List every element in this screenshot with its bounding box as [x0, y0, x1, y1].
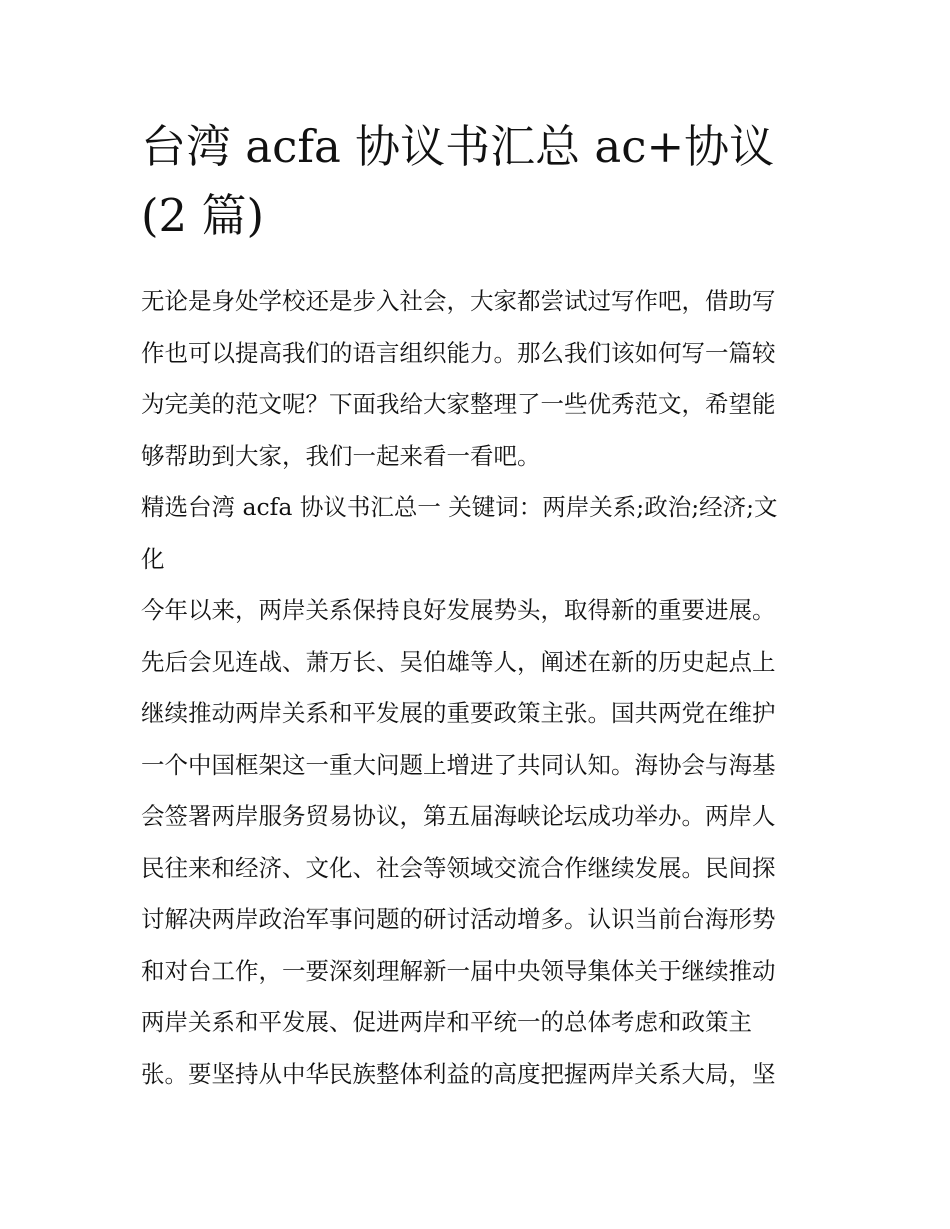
body-line-9: 两岸关系和平发展、促进两岸和平统一的总体考虑和政策主 — [141, 1008, 752, 1036]
body-line-3: 继续推动两岸关系和平发展的重要政策主张。国共两党在维护 — [141, 699, 776, 727]
intro-paragraph — [141, 276, 813, 482]
title-line-2: (2 篇) — [141, 189, 265, 242]
body-line-8: 和对台工作，一要深刻理解新一届中央领导集体关于继续推动 — [141, 956, 776, 985]
body-line-5: 会签署两岸服务贸易协议，第五届海峡论坛成功举办。两岸人 — [141, 802, 776, 830]
body-line-1: 今年以来，两岸关系保持良好发展势头，取得新的重要进展。 — [141, 596, 776, 624]
document-title — [141, 112, 813, 250]
body-line-10: 张。要坚持从中华民族整体利益的高度把握两岸关系大局，坚 — [141, 1059, 776, 1088]
document-content — [141, 112, 813, 1100]
section-heading-line-2: 化 — [141, 544, 165, 573]
intro-line-3: 为完美的范文呢？下面我给大家整理了一些优秀范文，希望能 — [141, 390, 776, 418]
intro-line-1: 无论是身处学校还是步入社会，大家都尝试过写作吧，借助写 — [141, 287, 776, 315]
section-heading-line-1: 精选台湾 acfa 协议书汇总一 关键词：两岸关系;政治;经济;文 — [141, 493, 778, 521]
intro-line-4: 够帮助到大家，我们一起来看一看吧。 — [141, 441, 541, 470]
body-line-7: 讨解决两岸政治军事问题的研讨活动增多。认识当前台海形势 — [141, 905, 776, 933]
body-line-6: 民往来和经济、文化、社会等领域交流合作继续发展。民间探 — [141, 853, 776, 882]
intro-line-2: 作也可以提高我们的语言组织能力。那么我们该如何写一篇较 — [141, 338, 776, 367]
body-paragraph — [141, 585, 813, 1100]
body-line-2: 先后会见连战、萧万长、吴伯雄等人，阐述在新的历史起点上 — [141, 647, 776, 676]
section-heading — [141, 482, 813, 585]
title-line-1: 台湾 acfa 协议书汇总 ac+协议 — [141, 120, 775, 173]
body-line-4: 一个中国框架这一重大问题上增进了共同认知。海协会与海基 — [141, 750, 776, 779]
